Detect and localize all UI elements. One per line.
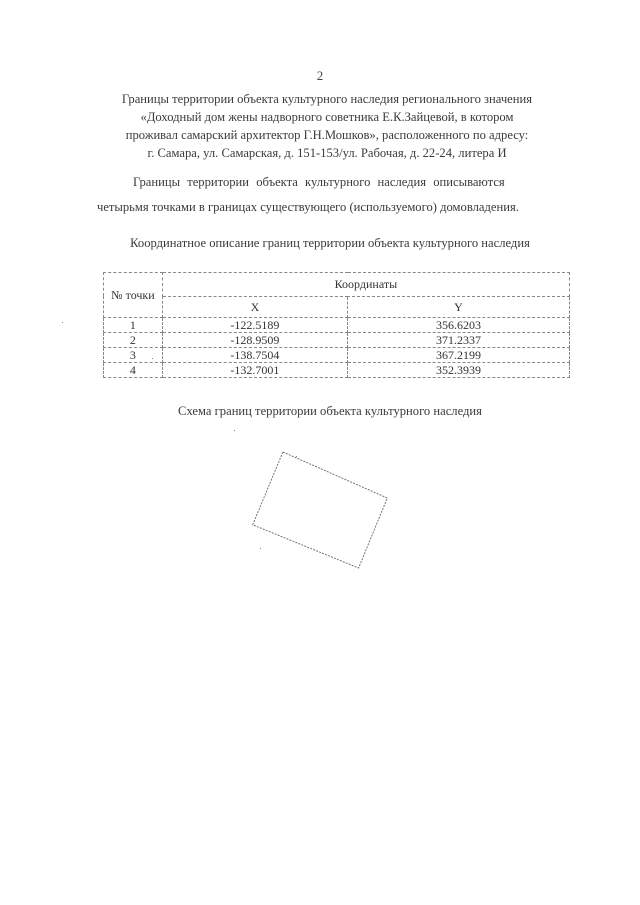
header-point-number: № точки: [104, 273, 163, 318]
cell-y: 356.6203: [348, 318, 570, 333]
boundary-polygon: [253, 452, 388, 568]
coordinates-table: [103, 272, 570, 378]
scan-speck: [296, 456, 297, 457]
cell-x: -132.7001: [162, 363, 347, 378]
table-row: [104, 363, 570, 378]
table-row: [104, 348, 570, 363]
paragraph-line-1: Границы территории объекта культурного наследия описываются: [133, 175, 505, 189]
cell-x: -128.9509: [162, 333, 347, 348]
table-row: [104, 333, 570, 348]
header-y: Y: [348, 296, 570, 317]
table-row: [104, 318, 570, 333]
cell-y: 371.2337: [348, 333, 570, 348]
cell-point-number: 3: [104, 348, 163, 363]
cell-point-number: 1: [104, 318, 163, 333]
table-subheader-row: [104, 296, 570, 317]
scan-speck: [234, 430, 235, 431]
cell-point-number: 2: [104, 333, 163, 348]
title-line-4: г. Самара, ул. Самарская, д. 151-153/ул. Рабочая, д. 22-24, литера И: [147, 146, 507, 160]
paragraph-line-2: четырьмя точками в границах существующего (используемого) домовладения.: [97, 200, 519, 214]
title-line-2: «Доходный дом жены надворного советника Е.К.Зайцевой, в котором: [140, 110, 514, 124]
header-coordinates: Координаты: [162, 273, 569, 297]
cell-x: -122.5189: [162, 318, 347, 333]
table-caption: Координатное описание границ территории объекта культурного наследия: [130, 236, 530, 250]
boundary-scheme: [220, 440, 420, 580]
scheme-caption: Схема границ территории объекта культурного наследия: [178, 404, 482, 418]
cell-x: -138.7504: [162, 348, 347, 363]
title-line-3: проживал самарский архитектор Г.Н.Мошков», расположенного по адресу:: [125, 128, 529, 142]
header-x: X: [162, 296, 347, 317]
scan-speck: [62, 322, 63, 323]
cell-y: 367.2199: [348, 348, 570, 363]
cell-y: 352.3939: [348, 363, 570, 378]
scan-speck: [260, 548, 261, 549]
document-title: [92, 90, 562, 162]
page-number: 2: [316, 68, 324, 83]
cell-point-number: 4: [104, 363, 163, 378]
description-paragraph: [97, 170, 567, 220]
table-header-row: [104, 273, 570, 297]
scan-speck: [152, 358, 153, 359]
title-line-1: Границы территории объекта культурного наследия регионального значения: [121, 92, 533, 106]
